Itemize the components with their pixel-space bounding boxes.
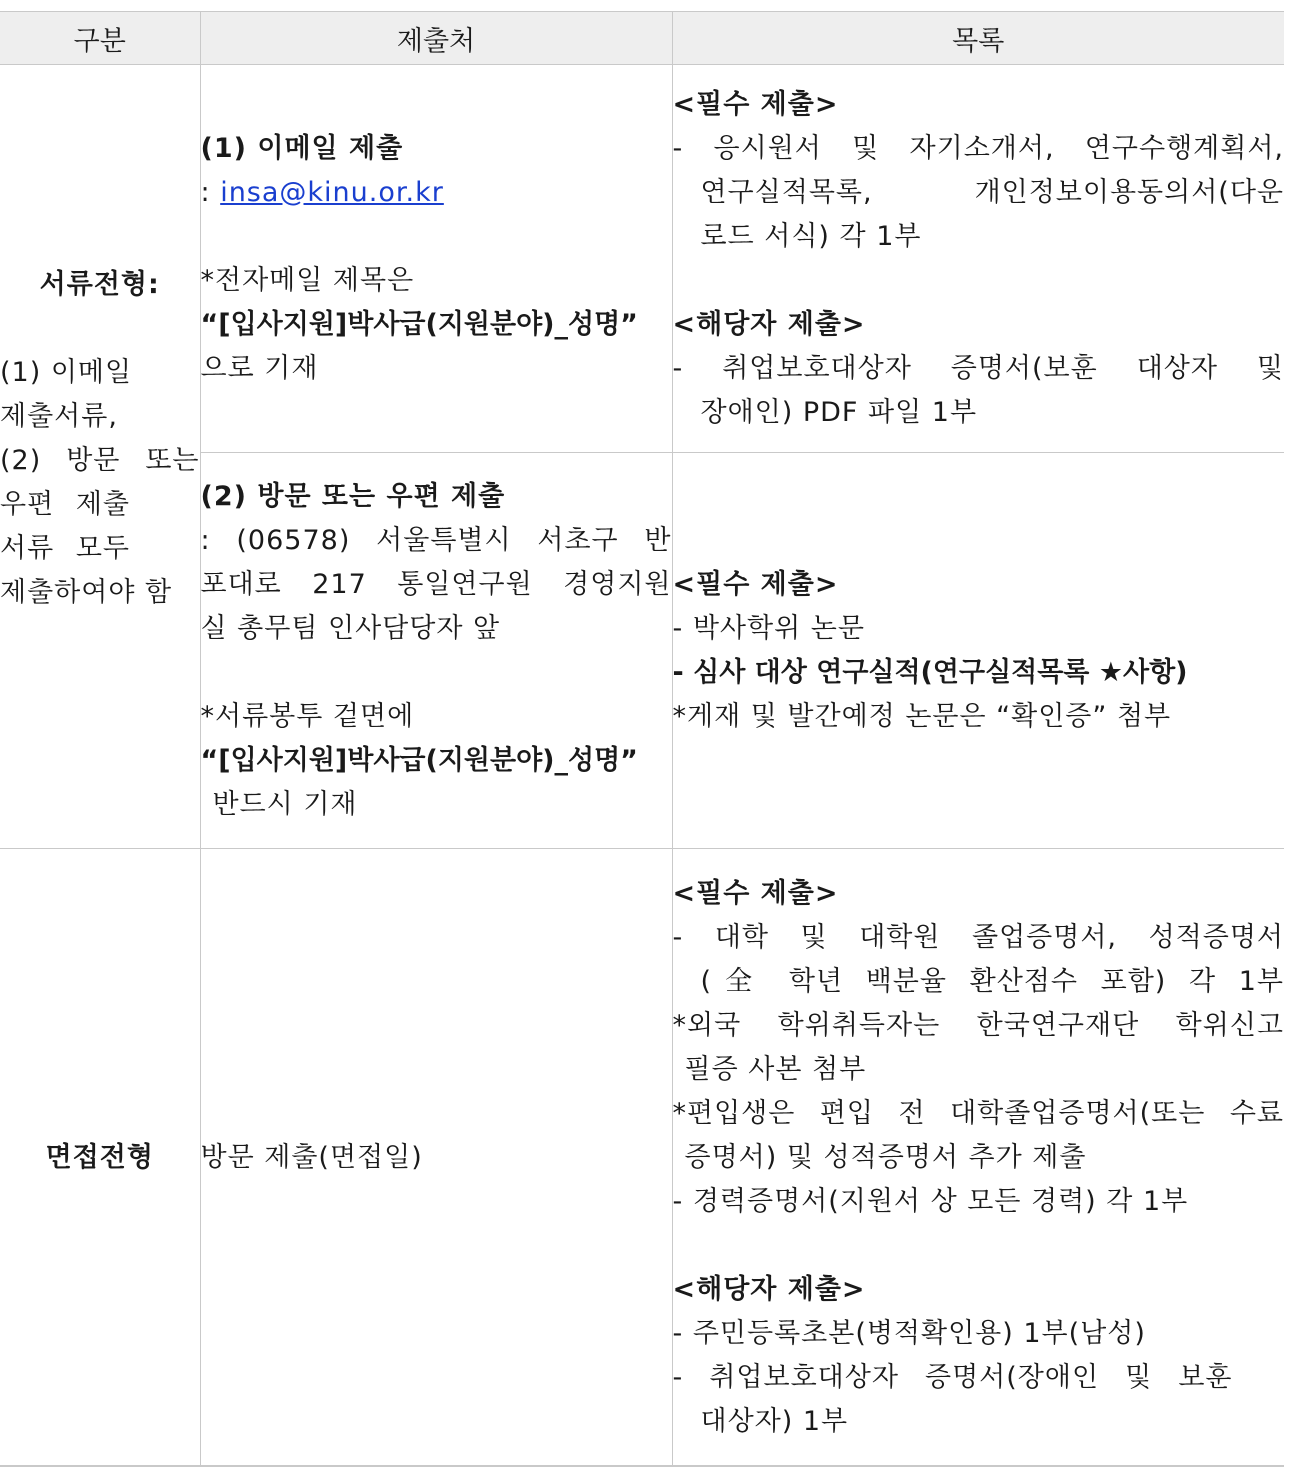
table-bottom-rule xyxy=(0,1465,1284,1467)
category-note-line: (2) 방문 또는 xyxy=(0,444,200,476)
category-note-line: 제출하여야 함 xyxy=(0,576,173,608)
list-item: - 주민등록초본(병적확인용) 1부(남성) xyxy=(672,1317,1146,1349)
email-submission-title: (1) 이메일 제출 xyxy=(200,132,404,164)
email-subject-note: *전자메일 제목은 xyxy=(200,264,415,296)
interview-where: 방문 제출(면접일) xyxy=(200,1141,423,1173)
header-category: 구분 xyxy=(0,12,200,65)
email-subject-note-end: 으로 기재 xyxy=(200,352,319,384)
visit-address-line: 실 총무팀 인사담당자 앞 xyxy=(200,612,501,644)
header-list: 목록 xyxy=(672,12,1284,65)
category-note-line: 서류 모두 xyxy=(0,532,130,564)
list-note: *편입생은 편입 전 대학졸업증명서(또는 수료 xyxy=(672,1097,1284,1129)
email-subject-format: “[입사지원]박사급(지원분야)_성명” xyxy=(200,308,638,340)
category-note-line: (1) 이메일 xyxy=(0,356,133,388)
list-note-cont: 증명서) 및 성적증명서 추가 제출 xyxy=(684,1141,1087,1173)
list-item: - 취업보호대상자 증명서(장애인 및 보훈 xyxy=(672,1361,1233,1393)
category-note-line: 우편 제출 xyxy=(0,488,130,520)
list-item-cont: 장애인) PDF 파일 1부 xyxy=(700,396,978,428)
list-note: *외국 학위취득자는 한국연구재단 학위신고 xyxy=(672,1009,1284,1041)
envelope-subject-format: “[입사지원]박사급(지원분야)_성명” xyxy=(200,744,638,776)
visit-submission-title: (2) 방문 또는 우편 제출 xyxy=(200,480,506,512)
visit-list-cell xyxy=(672,453,1284,849)
list-item-cont: 로드 서식) 각 1부 xyxy=(700,220,922,252)
list-item: - 박사학위 논문 xyxy=(672,612,865,644)
email-address-line xyxy=(201,171,672,215)
list-item-cont: 연구실적목록, 개인정보이용동의서(다운 xyxy=(700,176,1284,208)
header-destination: 제출처 xyxy=(200,12,672,65)
list-item: - 심사 대상 연구실적(연구실적목록 ★사항) xyxy=(672,656,1188,688)
required-title: <필수 제출> xyxy=(672,88,839,120)
table-header-row xyxy=(0,12,1284,65)
interview-list-cell xyxy=(672,849,1284,1467)
list-item-cont: 대상자) 1부 xyxy=(700,1405,849,1437)
category-interview: 면접전형 xyxy=(0,849,200,1467)
required-title: <필수 제출> xyxy=(672,568,839,600)
list-item-cont: (全 학년 백분율 환산점수 포함) 각 1부 xyxy=(700,965,1284,997)
submission-table xyxy=(0,11,1284,1467)
list-item: - 경력증명서(지원서 상 모든 경력) 각 1부 xyxy=(672,1185,1189,1217)
visit-address-line: : (06578) 서울특별시 서초구 반 xyxy=(200,524,672,556)
list-item: - 대학 및 대학원 졸업증명서, 성적증명서 xyxy=(672,921,1284,953)
table-row xyxy=(0,65,1284,453)
list-item: - 취업보호대상자 증명서(보훈 대상자 및 xyxy=(672,352,1284,384)
category-title: 서류전형: xyxy=(39,268,160,300)
conditional-title: <해당자 제출> xyxy=(672,1273,866,1305)
envelope-note: *서류봉투 겉면에 xyxy=(200,700,415,732)
table-row xyxy=(0,849,1284,1467)
category-document-screening xyxy=(0,65,200,849)
interview-submission-cell xyxy=(200,849,672,1467)
category-note-line: 제출서류, xyxy=(0,400,118,432)
list-note: *게재 및 발간예정 논문은 “확인증” 첨부 xyxy=(672,700,1172,732)
required-title: <필수 제출> xyxy=(672,877,839,909)
envelope-note-end: 반드시 기재 xyxy=(212,788,358,820)
email-list-cell xyxy=(672,65,1284,453)
visit-address-line: 포대로 217 통일연구원 경영지원 xyxy=(200,568,672,600)
visit-submission-cell xyxy=(200,453,672,849)
email-submission-cell xyxy=(200,65,672,453)
conditional-title: <해당자 제출> xyxy=(672,308,866,340)
list-item: - 응시원서 및 자기소개서, 연구수행계획서, xyxy=(672,132,1284,164)
email-link[interactable]: insa@kinu.or.kr xyxy=(220,176,444,208)
email-prefix: : xyxy=(200,176,221,208)
list-note-cont: 필증 사본 첨부 xyxy=(684,1053,867,1085)
